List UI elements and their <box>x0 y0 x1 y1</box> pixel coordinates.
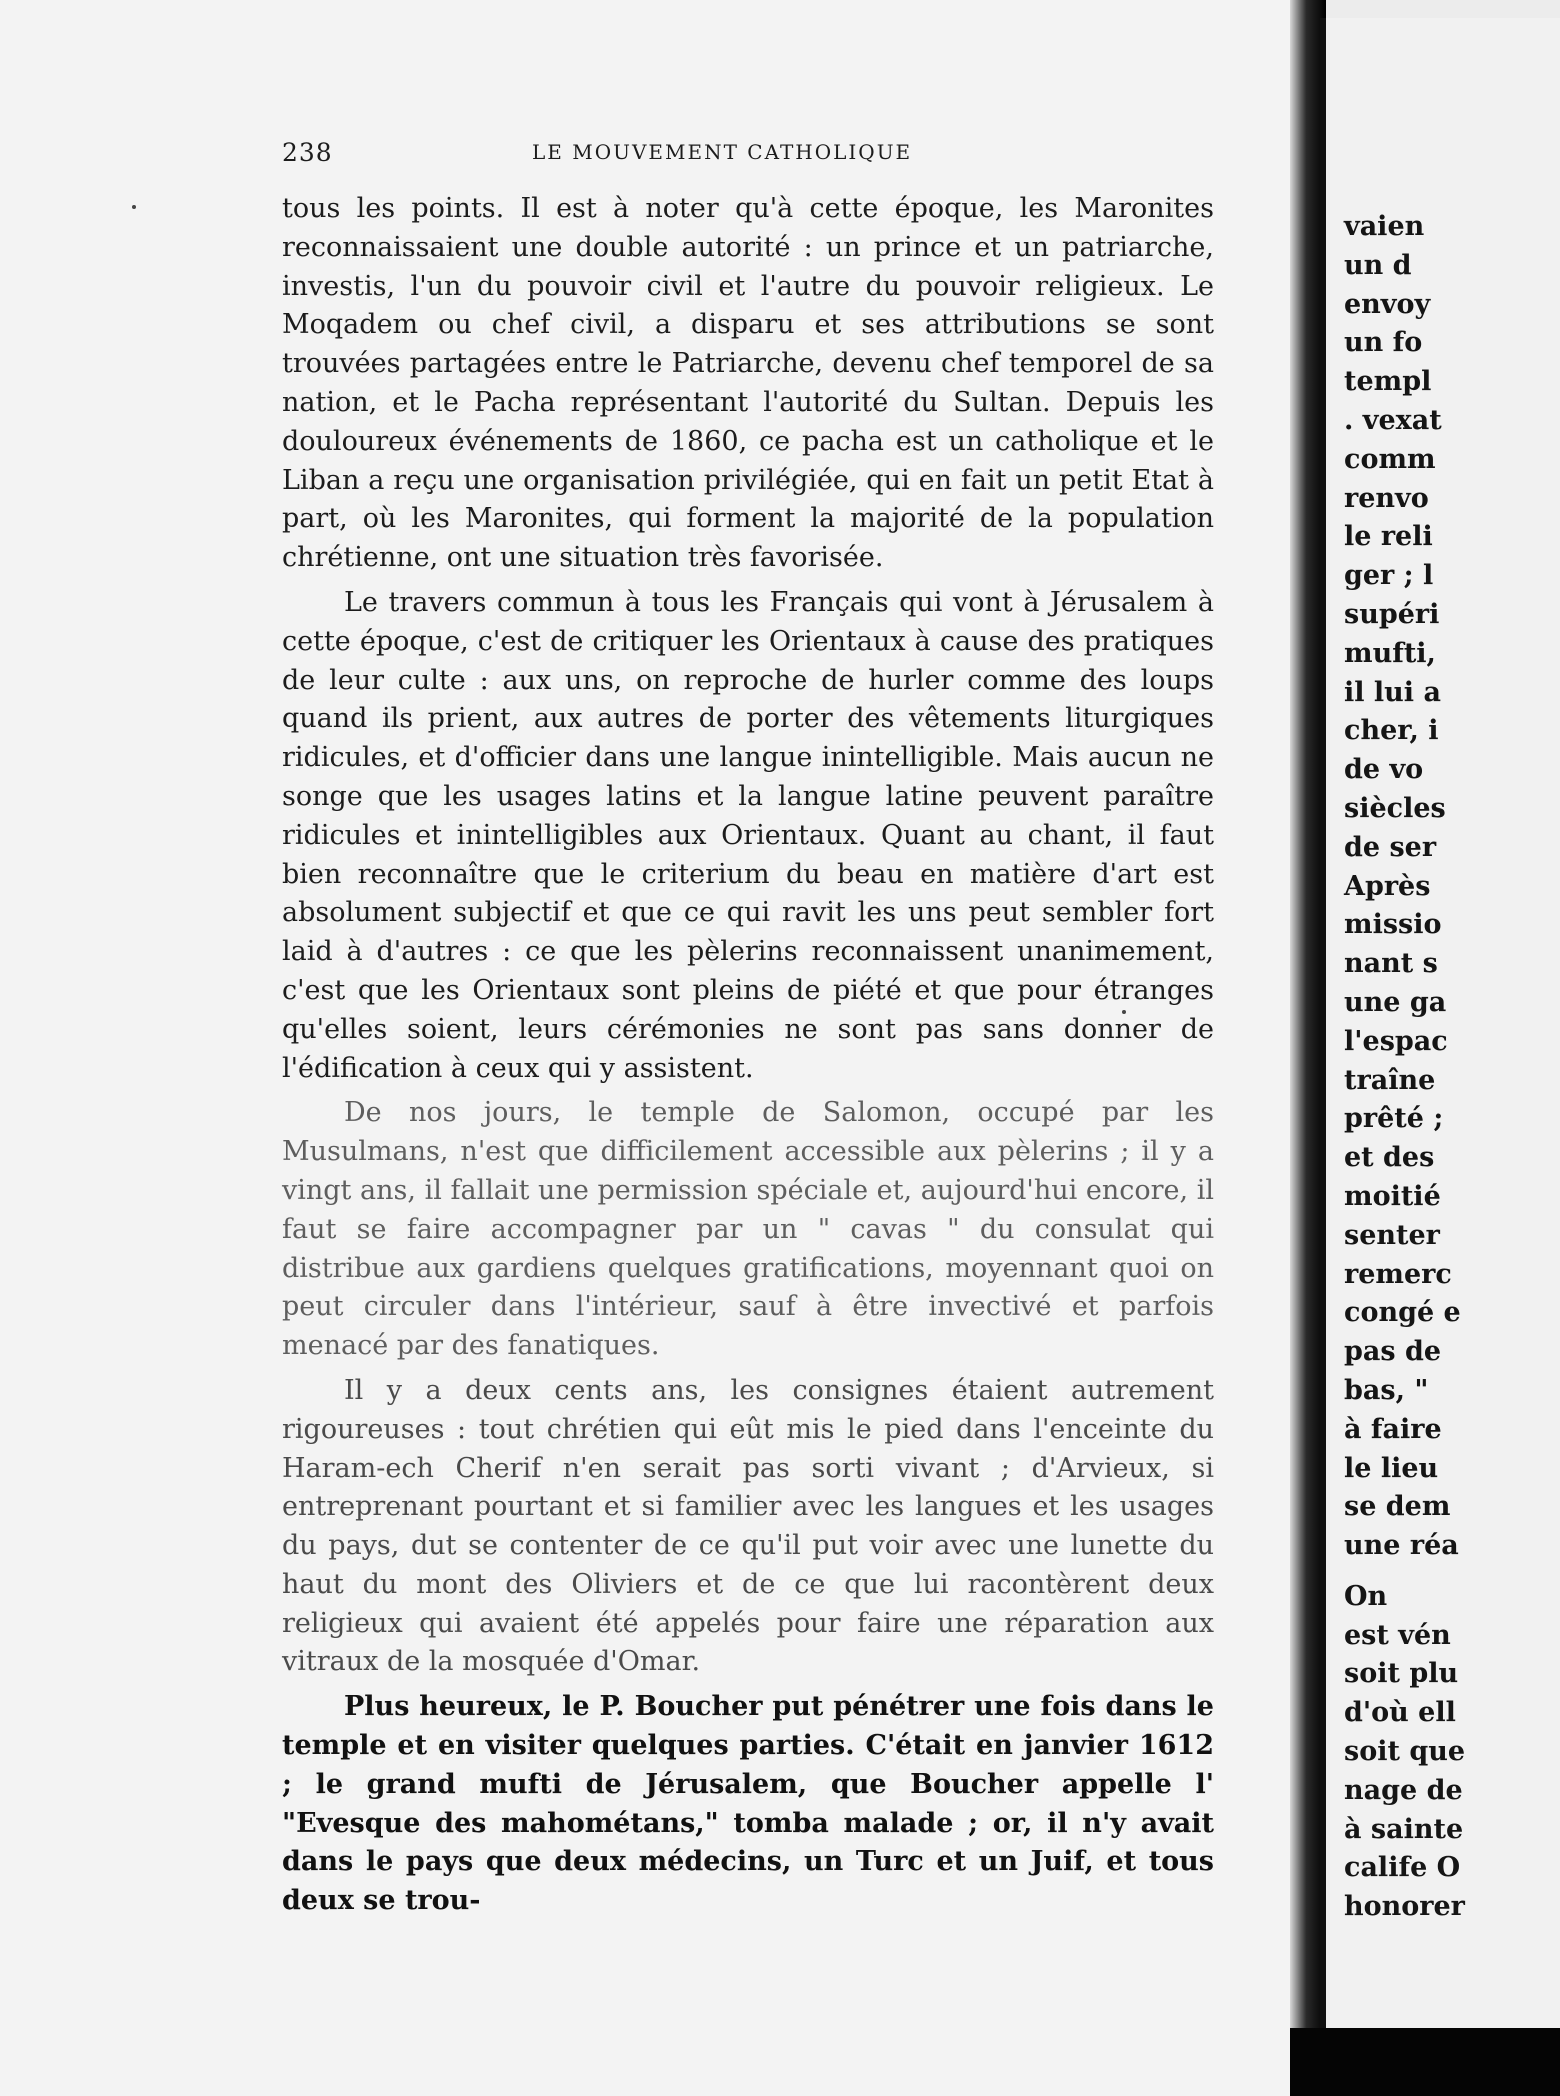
right-page-line: bas, " <box>1344 1374 1429 1406</box>
scan-speck <box>132 205 136 209</box>
right-page-line: l'espac <box>1344 1025 1448 1057</box>
right-page-line: envoy <box>1344 288 1431 320</box>
right-page-line: une réa <box>1344 1530 1459 1562</box>
left-page-body <box>282 190 1214 1927</box>
right-page-line: senter <box>1344 1219 1440 1251</box>
right-page-line: ger ; l <box>1344 560 1434 592</box>
right-page-line: nant s <box>1344 948 1438 980</box>
right-page-line: remerc <box>1344 1258 1452 1290</box>
paragraph-gap <box>1344 1566 1560 1578</box>
paragraph-orientaux: Le travers commun à tous les Français qui vont à Jérusalem à cette époque, c'est de critiquer les Orientaux à cause des pratiques de leur culte : aux uns, on reproche de hurler comme des loups quand ils prient, aux autres de porter des vêtements liturgiques ridicules, et d'officier dans une langue inintelligible. Mais aucun ne songe que les usages latins et la langue latine peuvent paraître ridicules et inintelligibles aux Orientaux. Quant au chant, il faut bien reconnaître que le criterium du beau en matière d'art est absolument subjectif et que ce qui ravit les uns peut sembler fort laid à d'autres : ce que les pèlerins reconnaissent unanimement, c'est que les Orientaux sont pleins de piété et que pour étranges qu'elles soient, leurs cérémonies ne sont pas sans donner de l'édification à ceux qui y assistent. <box>282 586 1214 1084</box>
right-page-line: de ser <box>1344 831 1437 863</box>
right-page-line: à sainte <box>1344 1813 1464 1845</box>
paragraph-temple-salomon: De nos jours, le temple de Salomon, occupé par les Musulmans, n'est que difficilement accessible aux pèlerins ; il y a vingt ans, il fallait une permission spéciale et, aujourd'hui encore, il faut se faire accompagner par un " cavas " du consulat qui distribue aux gardiens quelques gratifications, moyennant quoi on peut circuler dans l'intérieur, sauf à être invectivé et parfois menacé par des fanatiques. <box>282 1097 1214 1362</box>
right-page-line: se dem <box>1344 1491 1451 1523</box>
right-page-line: le lieu <box>1344 1452 1439 1484</box>
right-page-line: traîne <box>1344 1064 1436 1096</box>
right-page-line: le reli <box>1344 521 1433 553</box>
right-page-line: il lui a <box>1344 676 1441 708</box>
right-page-line: est vén <box>1344 1619 1451 1651</box>
right-page-line: soit que <box>1344 1736 1466 1768</box>
right-page-line: un d <box>1344 249 1412 281</box>
right-page-line: calife O <box>1344 1852 1461 1884</box>
right-page-line: mufti, <box>1344 637 1436 669</box>
right-page-line: cher, i <box>1344 715 1439 747</box>
page-number: 238 <box>282 138 333 167</box>
right-page-line: honorer <box>1344 1891 1465 1923</box>
paragraph-boucher: Plus heureux, le P. Boucher put pénétrer une fois dans le temple et en visiter quelques parties. C'était en janvier 1612 ; le grand mufti de Jérusalem, que Boucher appelle l' "Evesque des mahométans," tomba malade ; or, il n'y avait dans le pays que deux médecins, un Turc et un Juif, et tous deux se trou- <box>282 1691 1214 1917</box>
right-page-line: renvo <box>1344 482 1429 514</box>
running-header <box>282 138 1212 174</box>
paragraph-maronites: tous les points. Il est à noter qu'à cette époque, les Maronites reconnaissaient une double autorité : un prince et un patriarche, investis, l'un du pouvoir civil et l'autre du pouvoir religieux. Le Moqadem ou chef civil, a disparu et ses attributions se sont trouvées partagées entre le Patriarche, devenu chef temporel de sa nation, et le Pacha représentant l'autorité du Sultan. Depuis les douloureux événements de 1860, ce pacha est un catholique et le Liban a reçu une organisation privilégiée, qui en fait un petit Etat à part, où les Maronites, qui forment la majorité de la population chrétienne, ont une situation très favorisée. <box>282 193 1214 574</box>
right-page-line: On <box>1344 1580 1388 1612</box>
right-page-line: congé e <box>1344 1297 1461 1329</box>
right-page-line: Après <box>1344 870 1431 902</box>
right-page-line: supéri <box>1344 598 1440 630</box>
right-page-line: vaien <box>1344 211 1425 242</box>
right-page-body <box>1344 208 1560 1927</box>
right-page-line: prêté ; <box>1344 1103 1444 1135</box>
right-page-line: moitié <box>1344 1180 1441 1212</box>
right-page-line: de vo <box>1344 754 1424 786</box>
scan-speck <box>1122 1010 1126 1014</box>
right-page-line: à faire <box>1344 1413 1442 1445</box>
right-page-line: et des <box>1344 1142 1435 1174</box>
scan-border <box>1290 2028 1560 2096</box>
right-page-line: comm <box>1344 443 1436 475</box>
right-page-line: missio <box>1344 909 1442 941</box>
running-title: LE MOUVEMENT CATHOLIQUE <box>532 140 913 164</box>
right-page-line: soit plu <box>1344 1658 1459 1690</box>
right-page-line: nage de <box>1344 1774 1463 1806</box>
right-page-line: une ga <box>1344 986 1447 1018</box>
paragraph-consignes: Il y a deux cents ans, les consignes étaient autrement rigoureuses : tout chrétien qui eût mis le pied dans l'enceinte du Haram-ech Cherif n'en serait pas sorti vivant ; d'Arvieux, si entreprenant pourtant et si familier avec les langues et les usages du pays, dut se contenter de ce qu'il put voir avec une lunette du haut du mont des Oliviers et de ce que lui racontèrent deux religieux qui avaient été appelés pour faire une réparation aux vitraux de la mosquée d'Omar. <box>282 1374 1214 1678</box>
right-page <box>1320 18 1560 2028</box>
right-page-line: un fo <box>1344 327 1423 359</box>
right-page-line: pas de <box>1344 1336 1442 1368</box>
right-page-line: siècles <box>1344 792 1446 824</box>
right-page-line: . vexat <box>1344 404 1442 436</box>
right-page-line: templ <box>1344 366 1432 398</box>
right-page-line: d'où ell <box>1344 1697 1456 1729</box>
